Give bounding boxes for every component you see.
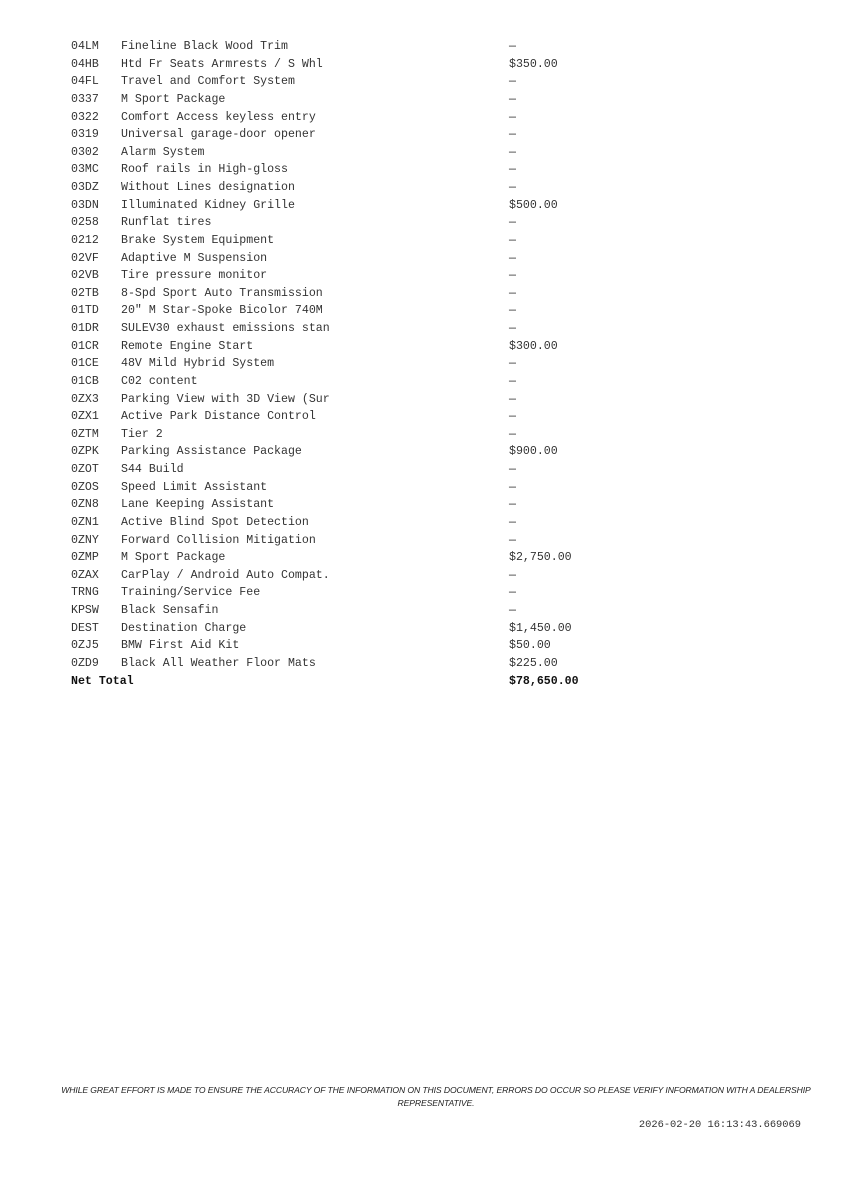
option-price: — <box>509 92 516 106</box>
option-row <box>71 250 611 268</box>
option-description: Brake System Equipment <box>121 233 275 247</box>
option-row <box>71 126 611 144</box>
option-code: 0ZX1 <box>71 410 99 424</box>
option-price: — <box>509 269 516 283</box>
option-code: 0212 <box>71 233 99 247</box>
option-code: 0ZOT <box>71 463 99 476</box>
option-description: Runflat tires <box>121 216 212 230</box>
option-description: Parking Assistance Package <box>121 445 302 459</box>
option-row <box>71 197 611 215</box>
option-row <box>71 320 611 338</box>
option-price: — <box>509 145 516 159</box>
option-price: $500.00 <box>509 198 558 212</box>
option-description: Active Park Distance Control <box>121 410 316 424</box>
option-row <box>71 302 611 320</box>
option-row <box>71 496 611 514</box>
option-description: Roof rails in High-gloss <box>121 163 288 177</box>
option-description: 48V Mild Hybrid System <box>121 357 275 371</box>
option-description: M Sport Package <box>121 92 226 106</box>
option-code: 0ZOS <box>71 480 99 494</box>
option-code: 04FL <box>71 75 99 89</box>
option-description: BMW First Aid Kit <box>121 639 240 653</box>
option-row <box>71 567 611 585</box>
option-row <box>71 479 611 497</box>
option-code: 0322 <box>71 110 99 124</box>
option-code: 01CB <box>71 374 99 388</box>
option-price: — <box>509 392 516 406</box>
option-code: TRNG <box>71 586 99 600</box>
option-description: Parking View with 3D View (Sur <box>121 392 330 406</box>
option-description: Without Lines designation <box>121 181 295 194</box>
option-description: SULEV30 exhaust emissions stan <box>121 322 330 335</box>
option-row <box>71 443 611 461</box>
option-code: 03DZ <box>71 181 99 194</box>
option-price: — <box>509 374 516 388</box>
option-row <box>71 38 611 56</box>
option-row <box>71 655 611 673</box>
option-price: — <box>509 427 516 441</box>
option-price: — <box>509 463 516 476</box>
option-code: 0ZD9 <box>71 656 99 670</box>
option-code: 04LM <box>71 40 99 53</box>
option-code: 01CE <box>71 357 99 371</box>
option-code: 02TB <box>71 286 99 300</box>
option-code: 01DR <box>71 322 99 335</box>
option-code: 0337 <box>71 92 99 106</box>
option-price: — <box>509 480 516 494</box>
option-row <box>71 408 611 426</box>
option-row <box>71 214 611 232</box>
option-row <box>71 232 611 250</box>
option-description: Comfort Access keyless entry <box>121 110 316 124</box>
option-code: 0ZX3 <box>71 392 99 406</box>
option-row <box>71 514 611 532</box>
option-row <box>71 391 611 409</box>
option-code: 0ZN1 <box>71 515 99 529</box>
option-price: — <box>509 498 516 512</box>
option-price: — <box>509 533 516 547</box>
option-price: $225.00 <box>509 656 558 670</box>
option-price: $1,450.00 <box>509 621 572 635</box>
option-row <box>71 549 611 567</box>
option-description: Universal garage-door opener <box>121 128 316 142</box>
option-row <box>71 285 611 303</box>
option-code: 0ZTM <box>71 427 99 441</box>
option-description: Adaptive M Suspension <box>121 251 268 265</box>
option-description: Illuminated Kidney Grille <box>121 198 295 212</box>
option-price: — <box>509 110 516 124</box>
option-price: — <box>509 322 516 335</box>
option-code: KPSW <box>71 604 99 617</box>
option-description: M Sport Package <box>121 551 226 565</box>
option-price: — <box>509 568 516 582</box>
option-description: Training/Service Fee <box>121 586 261 600</box>
option-price: — <box>509 181 516 194</box>
option-row <box>71 56 611 74</box>
option-price: — <box>509 233 516 247</box>
option-description: Remote Engine Start <box>121 339 254 353</box>
option-description: CarPlay / Android Auto Compat. <box>121 568 330 582</box>
option-code: 0ZNY <box>71 533 99 547</box>
option-code: 0319 <box>71 128 99 142</box>
option-row <box>71 267 611 285</box>
option-row <box>71 355 611 373</box>
option-price: — <box>509 515 516 529</box>
option-price: $2,750.00 <box>509 551 572 565</box>
option-description: Forward Collision Mitigation <box>121 533 316 547</box>
option-description: S44 Build <box>121 463 184 476</box>
option-code: 02VB <box>71 269 99 283</box>
disclaimer-text: WHILE GREAT EFFORT IS MADE TO ENSURE THE ACCURACY OF THE INFORMATION ON THIS DOCUMENT, ERRORS DO OCCUR SO PLEASE VERIFY INFORMATION WITH A DEALERSHIP REPRESENTATIVE. <box>61 1085 811 1108</box>
option-price: $300.00 <box>509 339 558 353</box>
option-price: — <box>509 304 516 318</box>
net-total-label: Net Total <box>71 674 134 688</box>
option-row <box>71 532 611 550</box>
option-row <box>71 602 611 620</box>
option-code: 0ZPK <box>71 445 99 459</box>
option-row <box>71 161 611 179</box>
option-description: Htd Fr Seats Armrests / S Whl <box>121 57 323 71</box>
option-row <box>71 179 611 197</box>
option-description: 20" M Star-Spoke Bicolor 740M <box>121 304 323 318</box>
option-price: $50.00 <box>509 639 551 653</box>
option-row <box>71 426 611 444</box>
option-code: DEST <box>71 621 99 635</box>
option-code: 03MC <box>71 163 99 177</box>
option-price: — <box>509 163 516 177</box>
option-price: — <box>509 216 516 230</box>
option-row <box>71 73 611 91</box>
option-code: 0ZAX <box>71 568 99 582</box>
options-table <box>71 38 611 690</box>
option-price: $350.00 <box>509 57 558 71</box>
option-row <box>71 620 611 638</box>
option-description: Speed Limit Assistant <box>121 480 268 494</box>
option-description: 8-Spd Sport Auto Transmission <box>121 286 323 300</box>
option-description: Fineline Black Wood Trim <box>121 40 288 53</box>
option-code: 0ZMP <box>71 551 99 565</box>
option-description: C02 content <box>121 374 198 388</box>
option-description: Tire pressure monitor <box>121 269 268 283</box>
option-description: Travel and Comfort System <box>121 75 295 89</box>
option-price: — <box>509 128 516 142</box>
option-code: 01CR <box>71 339 99 353</box>
option-code: 0ZN8 <box>71 498 99 512</box>
option-row <box>71 338 611 356</box>
option-description: Destination Charge <box>121 621 247 635</box>
option-price: — <box>509 286 516 300</box>
option-price: — <box>509 251 516 265</box>
option-price: — <box>509 586 516 600</box>
net-total-value: $78,650.00 <box>509 674 579 688</box>
option-row <box>71 637 611 655</box>
option-description: Black Sensafin <box>121 604 219 617</box>
option-description: Active Blind Spot Detection <box>121 515 309 529</box>
option-description: Alarm System <box>121 145 205 159</box>
option-code: 0ZJ5 <box>71 639 99 653</box>
option-code: 0302 <box>71 145 99 159</box>
net-total-row <box>71 673 611 691</box>
option-code: 04HB <box>71 57 99 71</box>
option-price: $900.00 <box>509 445 558 459</box>
option-code: 0258 <box>71 216 99 230</box>
option-price: — <box>509 410 516 424</box>
option-row <box>71 91 611 109</box>
option-row <box>71 373 611 391</box>
option-row <box>71 584 611 602</box>
option-price: — <box>509 604 516 617</box>
options-list <box>71 38 611 673</box>
option-code: 02VF <box>71 251 99 265</box>
option-price: — <box>509 357 516 371</box>
option-price: — <box>509 40 516 53</box>
option-row <box>71 144 611 162</box>
option-row <box>71 461 611 479</box>
option-price: — <box>509 75 516 89</box>
print-timestamp: 2026-02-20 16:13:43.669069 <box>638 1119 801 1131</box>
option-description: Black All Weather Floor Mats <box>121 656 316 670</box>
option-row <box>71 109 611 127</box>
option-code: 03DN <box>71 198 99 212</box>
option-description: Lane Keeping Assistant <box>121 498 275 512</box>
option-description: Tier 2 <box>121 427 163 441</box>
option-code: 01TD <box>71 304 99 318</box>
